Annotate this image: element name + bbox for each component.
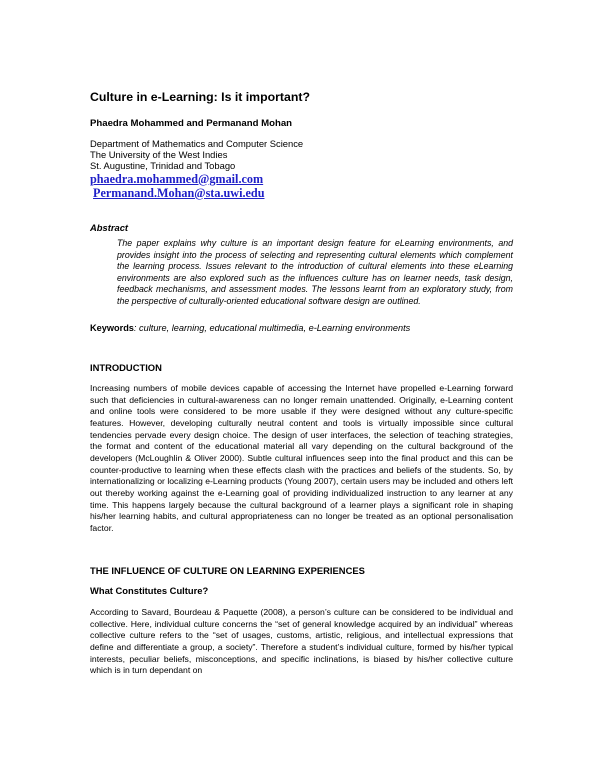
introduction-heading: INTRODUCTION	[90, 362, 162, 373]
introduction-paragraph: Increasing numbers of mobile devices capable of accessing the Internet have propelled e-Learning forward such that deficiencies in cultural-awareness can no longer remain unattended. Originally, e-Learning content and online tools were considered to be more usable if they were designed without any culture-specific features. However, developing culturally neutral content and tools is virtually impossible since cultural tendencies pervade every design choice. The design of user interfaces, the selection of teaching strategies, the format and content of the educational material all vary depending on the cultural background of the developers (McLoughlin & Oliver 2000). Subtle cultural influences seep into the final product and this can be counter-productive to learning when these effects clash with the practices and beliefs of the students. So, by internationalizing or localizing e-Learning products (Young 2007), certain users may be included and others left out thereby working against the e-Learning goal of providing individualized instruction to any learner at any time. This happens largely because the cultural background of a learner plays a significant role in shaping his/her learning habits, and cultural appropriateness can no longer be treated as an optional personalisation factor.	[90, 383, 513, 533]
influence-heading: THE INFLUENCE OF CULTURE ON LEARNING EXPERIENCES	[90, 565, 365, 576]
paper-title: Culture in e-Learning: Is it important?	[90, 90, 310, 104]
keywords-label: Keywords	[90, 323, 134, 333]
affiliation-line: St. Augustine, Trinidad and Tobago	[90, 160, 236, 172]
affiliation-line: Department of Mathematics and Computer Science	[90, 138, 304, 149]
keywords-line	[90, 323, 513, 333]
abstract-text: The paper explains why culture is an important design feature for eLearning environments, and provides insight into the process of selecting and representing cultural elements which complement the learning process. Issues relevant to the introduction of cultural elements into these eLearning environments are also explored such as the influences culture has on learner needs, task design, feedback mechanisms, and assessment modes. The lessons learnt from an exploratory study, from the perspective of culturally-oriented educational software design are outlined.	[117, 238, 513, 306]
keywords-text: : culture, learning, educational multimedia, e-Learning environments	[133, 323, 411, 333]
email-link[interactable]: phaedra.mohammed@gmail.com	[90, 171, 264, 186]
affiliation-block	[90, 138, 513, 200]
affiliation-line: The University of the West Indies	[90, 149, 228, 161]
subsection-heading: What Constitutes Culture?	[90, 585, 209, 596]
author-names: Phaedra Mohammed and Permanand Mohan	[90, 118, 293, 129]
email-link[interactable]: Permanand.Mohan@sta.uwi.edu	[93, 185, 265, 200]
abstract-heading: Abstract	[90, 222, 129, 233]
culture-paragraph: According to Savard, Bourdeau & Paquette (2008), a person’s culture can be considered to be individual and collective. Here, individual culture concerns the “set of general knowledge acquired by an individual” whereas collective culture refers to the “set of usages, customs, artistic, religious, and intellectual expressions that define and differentiate a group, a society”. Therefore a student’s individual culture, formed by his/her typical interests, peculiar beliefs, misconceptions, and specific inclinations, is biased by his/her collective culture which is in turn dependant on	[90, 607, 513, 676]
